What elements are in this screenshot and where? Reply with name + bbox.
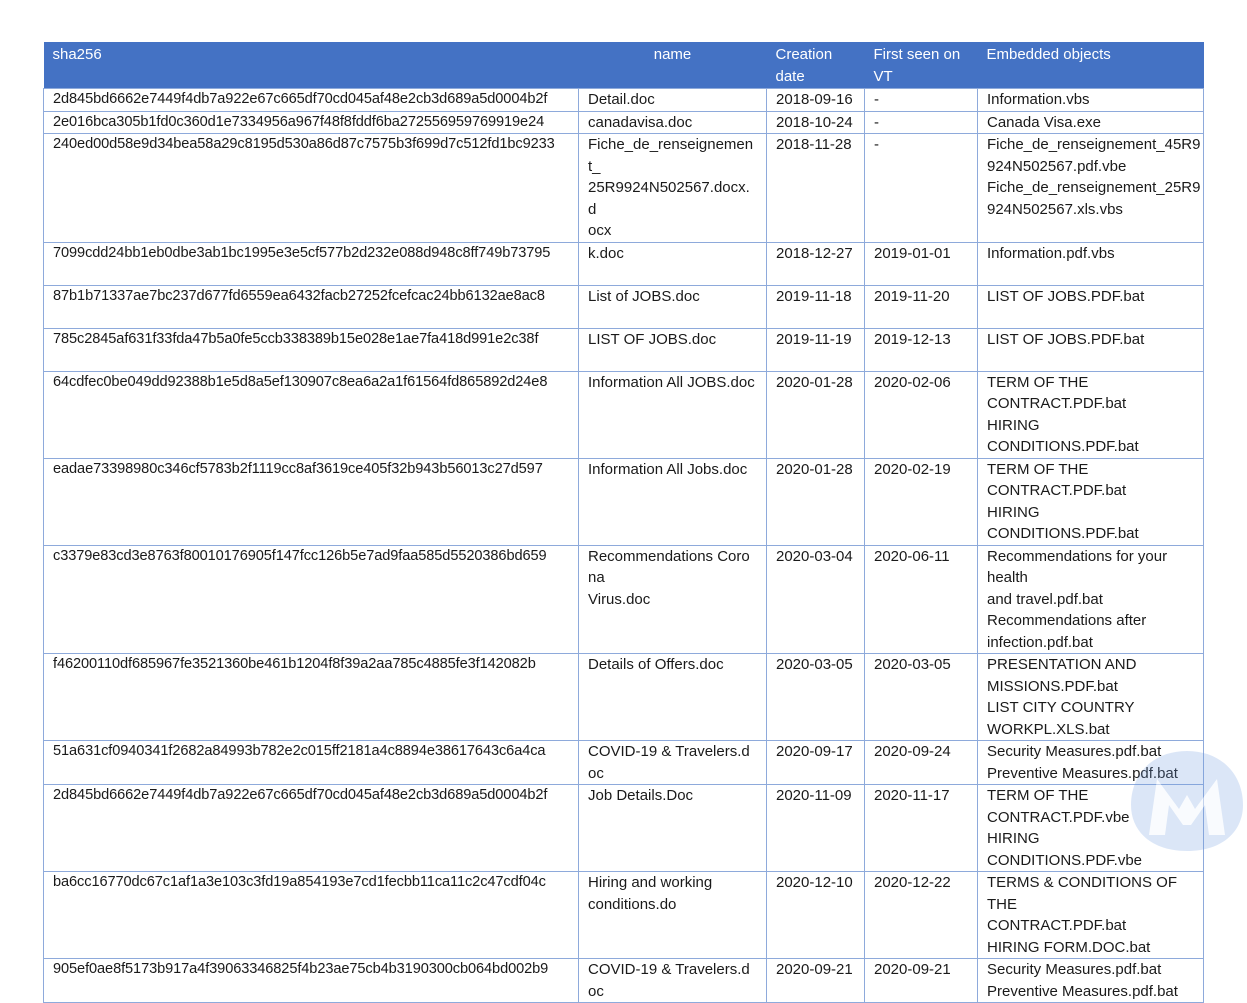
cell-first-seen: 2020-09-21 [865, 959, 978, 1003]
column-header-embedded-objects[interactable]: Embedded objects [978, 42, 1204, 89]
cell-embedded-objects: LIST OF JOBS.PDF.bat [978, 285, 1204, 328]
cell-sha256: 64cdfec0be049dd92388b1e5d8a5ef130907c8ea6a2a1f61564fd865892d24e8 [44, 371, 579, 458]
cell-sha256: 7099cdd24bb1eb0dbe3ab1bc1995e3e5cf577b2d232e088d948c8ff749b73795 [44, 242, 579, 285]
cell-sha256: c3379e83cd3e8763f80010176905f147fcc126b5e7ad9faa585d5520386bd659 [44, 545, 579, 654]
cell-first-seen: - [865, 111, 978, 134]
table-body [44, 89, 1204, 1003]
cell-creation-date: 2020-03-04 [767, 545, 865, 654]
cell-first-seen: 2020-02-06 [865, 371, 978, 458]
column-header-first-seen[interactable]: First seen on VT [865, 42, 978, 89]
table-row [44, 89, 1204, 112]
cell-name: Job Details.Doc [579, 785, 767, 872]
cell-first-seen: 2020-06-11 [865, 545, 978, 654]
table-row [44, 741, 1204, 785]
cell-sha256: 87b1b71337ae7bc237d677fd6559ea6432facb27252fcefcac24bb6132ae8ac8 [44, 285, 579, 328]
cell-creation-date: 2018-09-16 [767, 89, 865, 112]
cell-creation-date: 2018-11-28 [767, 134, 865, 243]
cell-creation-date: 2020-03-05 [767, 654, 865, 741]
cell-creation-date: 2020-09-21 [767, 959, 865, 1003]
cell-sha256: 2e016bca305b1fd0c360d1e7334956a967f48f8fddf6ba272556959769919e24 [44, 111, 579, 134]
table-row [44, 328, 1204, 371]
cell-embedded-objects: Canada Visa.exe [978, 111, 1204, 134]
cell-embedded-objects: TERM OF THE CONTRACT.PDF.vbe HIRING CONDITIONS.PDF.vbe [978, 785, 1204, 872]
cell-name: COVID-19 & Travelers.doc [579, 741, 767, 785]
cell-first-seen: 2019-12-13 [865, 328, 978, 371]
column-header-sha256[interactable]: sha256 [44, 42, 579, 89]
table-header-row [44, 42, 1204, 89]
cell-embedded-objects: PRESENTATION AND MISSIONS.PDF.bat LIST CITY COUNTRY WORKPL.XLS.bat [978, 654, 1204, 741]
cell-creation-date: 2020-01-28 [767, 371, 865, 458]
table-row [44, 134, 1204, 243]
cell-creation-date: 2020-12-10 [767, 872, 865, 959]
cell-sha256: 905ef0ae8f5173b917a4f39063346825f4b23ae75cb4b3190300cb064bd002b9 [44, 959, 579, 1003]
cell-embedded-objects: Security Measures.pdf.bat Preventive Measures.pdf.bat [978, 741, 1204, 785]
cell-first-seen: - [865, 89, 978, 112]
table-row [44, 872, 1204, 959]
table-row [44, 242, 1204, 285]
cell-creation-date: 2020-01-28 [767, 458, 865, 545]
cell-embedded-objects: TERM OF THE CONTRACT.PDF.bat HIRING CONDITIONS.PDF.bat [978, 458, 1204, 545]
table-row [44, 785, 1204, 872]
cell-name: COVID-19 & Travelers.doc [579, 959, 767, 1003]
cell-embedded-objects: Recommendations for your health and travel.pdf.bat Recommendations after infection.pdf.bat [978, 545, 1204, 654]
table-row [44, 111, 1204, 134]
table-row [44, 545, 1204, 654]
column-header-creation-date[interactable]: Creation date [767, 42, 865, 89]
cell-creation-date: 2020-11-09 [767, 785, 865, 872]
cell-name: Information All JOBS.doc [579, 371, 767, 458]
cell-sha256: f46200110df685967fe3521360be461b1204f8f39a2aa785c4885fe3f142082b [44, 654, 579, 741]
cell-name: List of JOBS.doc [579, 285, 767, 328]
cell-first-seen: 2019-11-20 [865, 285, 978, 328]
cell-first-seen: 2020-09-24 [865, 741, 978, 785]
table-row [44, 959, 1204, 1003]
cell-name: Detail.doc [579, 89, 767, 112]
cell-name: LIST OF JOBS.doc [579, 328, 767, 371]
cell-first-seen: 2020-12-22 [865, 872, 978, 959]
ioc-table [43, 42, 1204, 1003]
cell-first-seen: - [865, 134, 978, 243]
cell-name: Recommendations Corona Virus.doc [579, 545, 767, 654]
cell-creation-date: 2018-12-27 [767, 242, 865, 285]
table-row [44, 371, 1204, 458]
ioc-table-container [43, 42, 1203, 1003]
cell-creation-date: 2019-11-19 [767, 328, 865, 371]
column-header-name[interactable]: name [579, 42, 767, 89]
table-row [44, 654, 1204, 741]
cell-sha256: ba6cc16770dc67c1af1a3e103c3fd19a854193e7cd1fecbb11ca11c2c47cdf04c [44, 872, 579, 959]
cell-sha256: 51a631cf0940341f2682a84993b782e2c015ff2181a4c8894e38617643c6a4ca [44, 741, 579, 785]
cell-name: Fiche_de_renseignement_ 25R9924N502567.docx.d ocx [579, 134, 767, 243]
cell-embedded-objects: TERMS & CONDITIONS OF THE CONTRACT.PDF.bat HIRING FORM.DOC.bat [978, 872, 1204, 959]
cell-name: k.doc [579, 242, 767, 285]
cell-first-seen: 2020-11-17 [865, 785, 978, 872]
cell-name: canadavisa.doc [579, 111, 767, 134]
cell-embedded-objects: Information.vbs [978, 89, 1204, 112]
cell-name: Details of Offers.doc [579, 654, 767, 741]
cell-sha256: 240ed00d58e9d34bea58a29c8195d530a86d87c7575b3f699d7c512fd1bc9233 [44, 134, 579, 243]
cell-first-seen: 2019-01-01 [865, 242, 978, 285]
table-row [44, 285, 1204, 328]
cell-embedded-objects: Information.pdf.vbs [978, 242, 1204, 285]
cell-embedded-objects: Fiche_de_renseignement_45R9 924N502567.pdf.vbe Fiche_de_renseignement_25R9 924N502567.xls.vbs [978, 134, 1204, 243]
cell-sha256: 785c2845af631f33fda47b5a0fe5ccb338389b15e028e1ae7fa418d991e2c38f [44, 328, 579, 371]
cell-first-seen: 2020-03-05 [865, 654, 978, 741]
cell-sha256: 2d845bd6662e7449f4db7a922e67c665df70cd045af48e2cb3d689a5d0004b2f [44, 89, 579, 112]
cell-name: Information All Jobs.doc [579, 458, 767, 545]
cell-creation-date: 2020-09-17 [767, 741, 865, 785]
cell-embedded-objects: TERM OF THE CONTRACT.PDF.bat HIRING CONDITIONS.PDF.bat [978, 371, 1204, 458]
cell-embedded-objects: Security Measures.pdf.bat Preventive Measures.pdf.bat [978, 959, 1204, 1003]
cell-creation-date: 2018-10-24 [767, 111, 865, 134]
cell-creation-date: 2019-11-18 [767, 285, 865, 328]
cell-sha256: eadae73398980c346cf5783b2f1119cc8af3619ce405f32b943b56013c27d597 [44, 458, 579, 545]
cell-name: Hiring and working conditions.do [579, 872, 767, 959]
cell-first-seen: 2020-02-19 [865, 458, 978, 545]
table-row [44, 458, 1204, 545]
cell-embedded-objects: LIST OF JOBS.PDF.bat [978, 328, 1204, 371]
cell-sha256: 2d845bd6662e7449f4db7a922e67c665df70cd045af48e2cb3d689a5d0004b2f [44, 785, 579, 872]
